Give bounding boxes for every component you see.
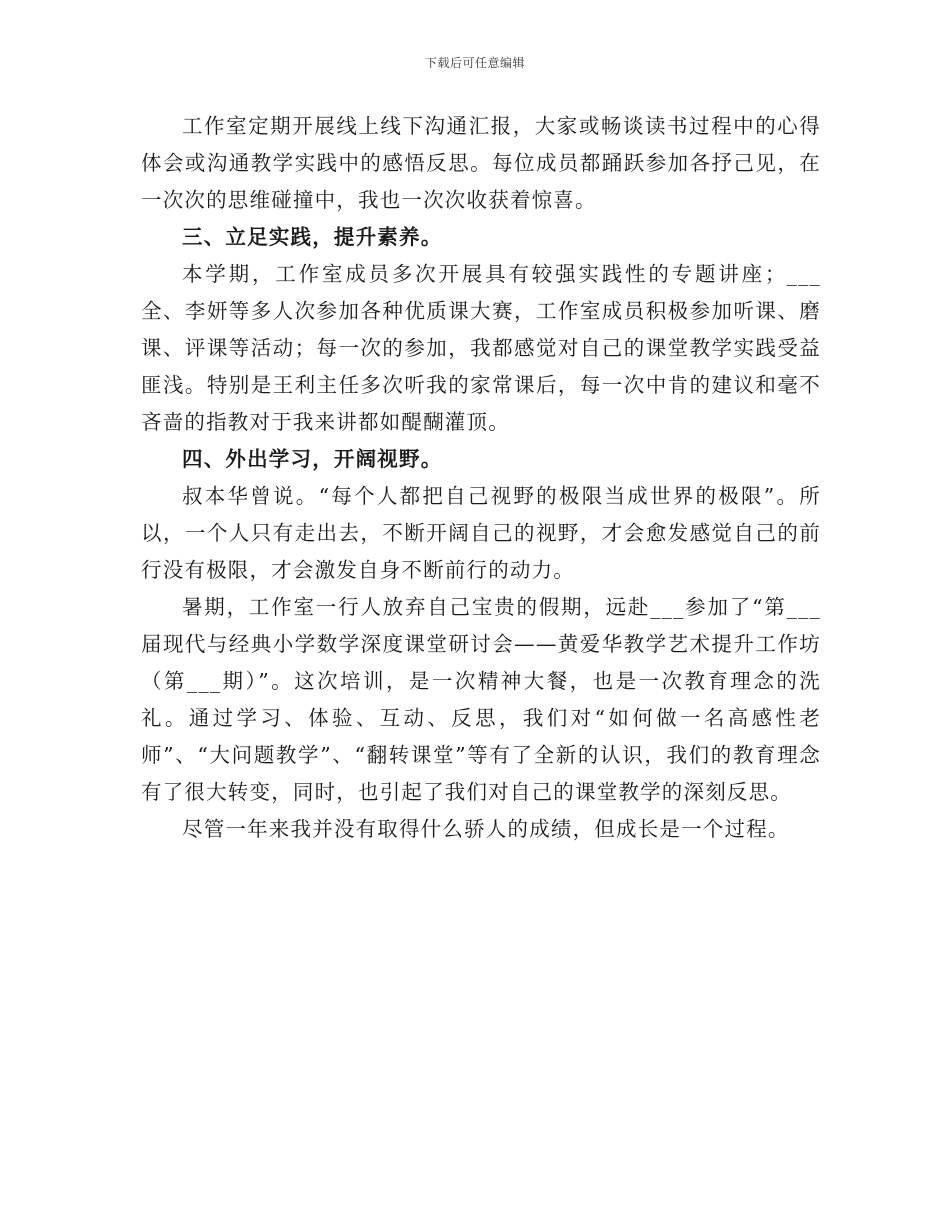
document-body — [141, 108, 821, 848]
paragraph-conclusion: 尽管一年来我并没有取得什么骄人的成绩，但成长是一个过程。 — [182, 817, 790, 841]
section-heading-study: 四、外出学习，开阔视野。 — [182, 447, 443, 471]
paragraph-summer-training: 暑期，工作室一行人放弃自己宝贵的假期，远赴___参加了“第___届现代与经典小学数学深度课堂研讨会——黄爱华教学艺术提升工作坊（第___期）”。这次培训，是一次精神大餐，也是一次教育理念的洗礼。通过学习、体验、互动、反思，我们对“如何做一名高感性老师”、“大问题教学”、“翻转课堂”等有了全新的认识，我们的教育理念有了很大转变，同时，也引起了我们对自己的课堂教学的深刻反思。 — [141, 595, 821, 804]
paragraph-schopenhauer: 叔本华曾说。“每个人都把自己视野的极限当成世界的极限”。所以，一个人只有走出去，不断开阔自己的视野，才会愈发感觉自己的前行没有极限，才会激发自身不断前行的动力。 — [141, 484, 821, 582]
page-header: 下载后可任意编辑 — [424, 56, 525, 70]
paragraph-practice: 本学期，工作室成员多次开展具有较强实践性的专题讲座；___全、李妍等多人次参加各种优质课大赛，工作室成员积极参加听课、磨课、评课等活动；每一次的参加，我都感觉对自己的课堂教学实践受益匪浅。特别是王利主任多次听我的家常课后，每一次中肯的建议和毫不吝啬的指教对于我来讲都如醍醐灌顶。 — [141, 262, 821, 434]
paragraph-communication: 工作室定期开展线上线下沟通汇报，大家或畅谈读书过程中的心得体会或沟通教学实践中的感悟反思。每位成员都踊跃参加各抒己见，在一次次的思维碰撞中，我也一次次收获着惊喜。 — [141, 114, 821, 212]
section-heading-practice: 三、立足实践，提升素养。 — [182, 225, 443, 249]
